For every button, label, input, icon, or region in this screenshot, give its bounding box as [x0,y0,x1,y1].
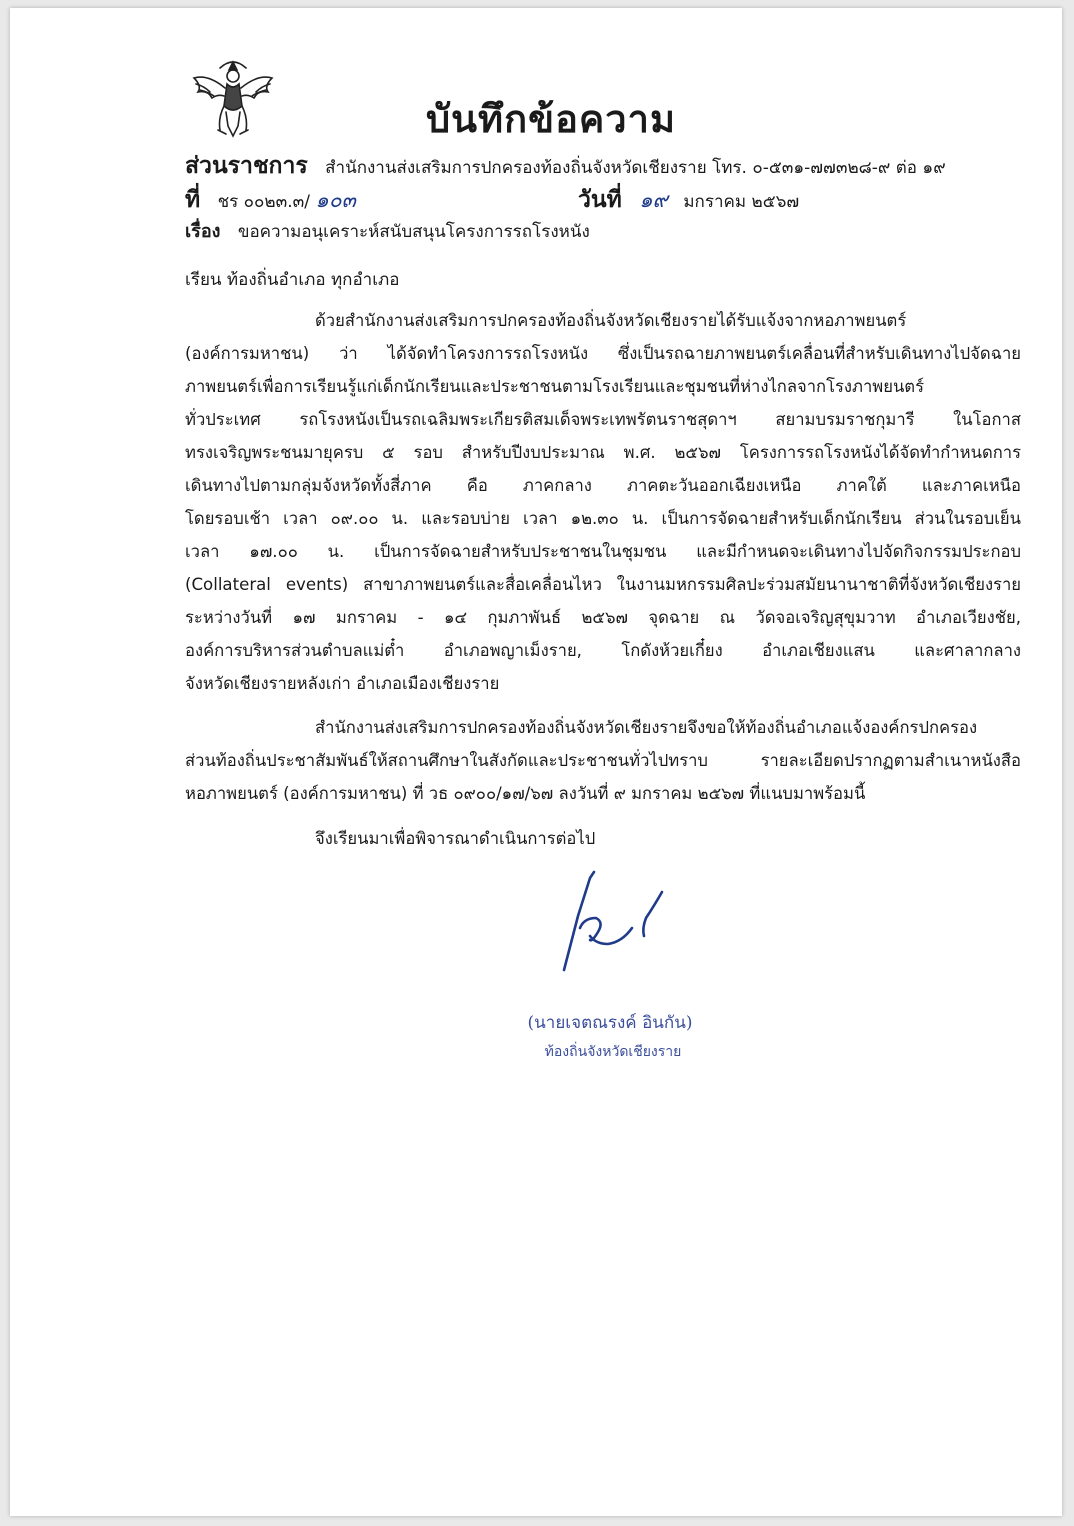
signer-name: (นายเจตณรงค์ อินกัน) [527,1013,693,1033]
subject-label: เรื่อง [185,221,221,242]
document-title: บันทึกข้อความ [425,97,677,141]
subject-row [185,216,590,245]
signer-position: ท้องถิ่นจังหวัดเชียงราย [544,1044,682,1060]
paragraph-1-line: ทั่วประเทศ รถโรงหนังเป็นรถเฉลิมพระเกียรติสมเด็จพระเทพรัตนราชสุดาฯ สยามบรมราชกุมารี ในโอกาส [185,410,1021,429]
date-handwritten-day: ๑๙ [639,188,668,212]
reference-label: ที่ [185,187,201,213]
date-value: มกราคม ๒๕๖๗ [683,192,800,212]
paragraph-1-line: โดยรอบเช้า เวลา ๐๙.๐๐ น. และรอบบ่าย เวลา ๑๒.๓๐ น. เป็นการจัดฉายสำหรับเด็กนักเรียน ส่วนในรอบเย็น [185,509,1021,528]
salutation: เรียน ท้องถิ่นอำเภอ ทุกอำเภอ [185,270,400,290]
paragraph-1-line: องค์การบริหารส่วนตำบลแม่ต๋ำ อำเภอพญาเม็งราย, โกดังห้วยเกี๋ยง อำเภอเชียงแสน และศาลากลาง [185,641,1021,660]
paragraph-1-line: ทรงเจริญพระชนมายุครบ ๕ รอบ สำหรับปีงบประมาณ พ.ศ. ๒๕๖๗ โครงการรถโรงหนังได้จัดทำกำหนดการ [185,443,1021,462]
memo-page [10,8,1062,1516]
date-row [578,182,799,218]
paragraph-1-line: จังหวัดเชียงรายหลังเก่า อำเภอเมืองเชียงราย [185,674,500,693]
handwritten-signature [550,866,700,976]
paragraph-1-line: เวลา ๑๗.๐๐ น. เป็นการจัดฉายสำหรับประชาชนในชุมชน และมีกำหนดจะเดินทางไปจัดกิจกรรมประกอบ [185,542,1021,561]
paragraph-2-line: หอภาพยนตร์ (องค์การมหาชน) ที่ วธ ๐๙๐๐/๑๗/๖๗ ลงวันที่ ๙ มกราคม ๒๕๖๗ ที่แนบมาพร้อมนี้ [185,784,866,803]
paragraph-1-line: (Collateral events) สาขาภาพยนตร์และสื่อเคลื่อนไหว ในงานมหกรรมศิลปะร่วมสมัยนานาชาติที่จังหวัดเชียงราย [185,575,1021,594]
paragraph-2-line: สำนักงานส่งเสริมการปกครองท้องถิ่นจังหวัดเชียงรายจึงขอให้ท้องถิ่นอำเภอแจ้งองค์กรปกครอง [315,718,978,737]
reference-handwritten-number: ๑๐๓ [315,188,356,212]
paragraph-1-line: เดินทางไปตามกลุ่มจังหวัดทั้งสี่ภาค คือ ภาคกลาง ภาคตะวันออกเฉียงเหนือ ภาคใต้ และภาคเหนือ [185,476,1021,495]
closing-line: จึงเรียนมาเพื่อพิจารณาดำเนินการต่อไป [315,829,596,848]
agency-label: ส่วนราชการ [185,153,308,179]
paragraph-1-line: ระหว่างวันที่ ๑๗ มกราคม - ๑๔ กุมภาพันธ์ ๒๕๖๗ จุดฉาย ณ วัดจอเจริญสุขุมวาท อำเภอเวียงชัย, [185,608,1021,627]
date-label: วันที่ [578,187,622,213]
paragraph-1-line: (องค์การมหาชน) ว่า ได้จัดทำโครงการรถโรงหนัง ซึ่งเป็นรถฉายภาพยนตร์เคลื่อนที่สำหรับเดินทางไปจัดฉาย [185,344,1021,363]
reference-row [185,182,356,218]
reference-value: ชร ๐๐๒๓.๓/ [217,192,310,212]
agency-row [185,148,946,184]
subject-value: ขอความอนุเคราะห์สนับสนุนโครงการรถโรงหนัง [237,222,590,242]
paragraph-1-line: ภาพยนตร์เพื่อการเรียนรู้แก่เด็กนักเรียนและประชาชนตามโรงเรียนและชุมชนที่ห่างไกลจากโรงภาพยนตร์ [185,377,924,396]
agency-value: สำนักงานส่งเสริมการปกครองท้องถิ่นจังหวัดเชียงราย โทร. ๐-๕๓๑-๗๗๓๒๘-๙ ต่อ ๑๙ [325,158,946,178]
paragraph-1-line: ด้วยสำนักงานส่งเสริมการปกครองท้องถิ่นจังหวัดเชียงรายได้รับแจ้งจากหอภาพยนตร์ [315,311,907,330]
paragraph-2-line: ส่วนท้องถิ่นประชาสัมพันธ์ให้สถานศึกษาในสังกัดและประชาชนทั่วไปทราบ รายละเอียดปรากฏตามสำเนาหนังสือ [185,751,1021,770]
